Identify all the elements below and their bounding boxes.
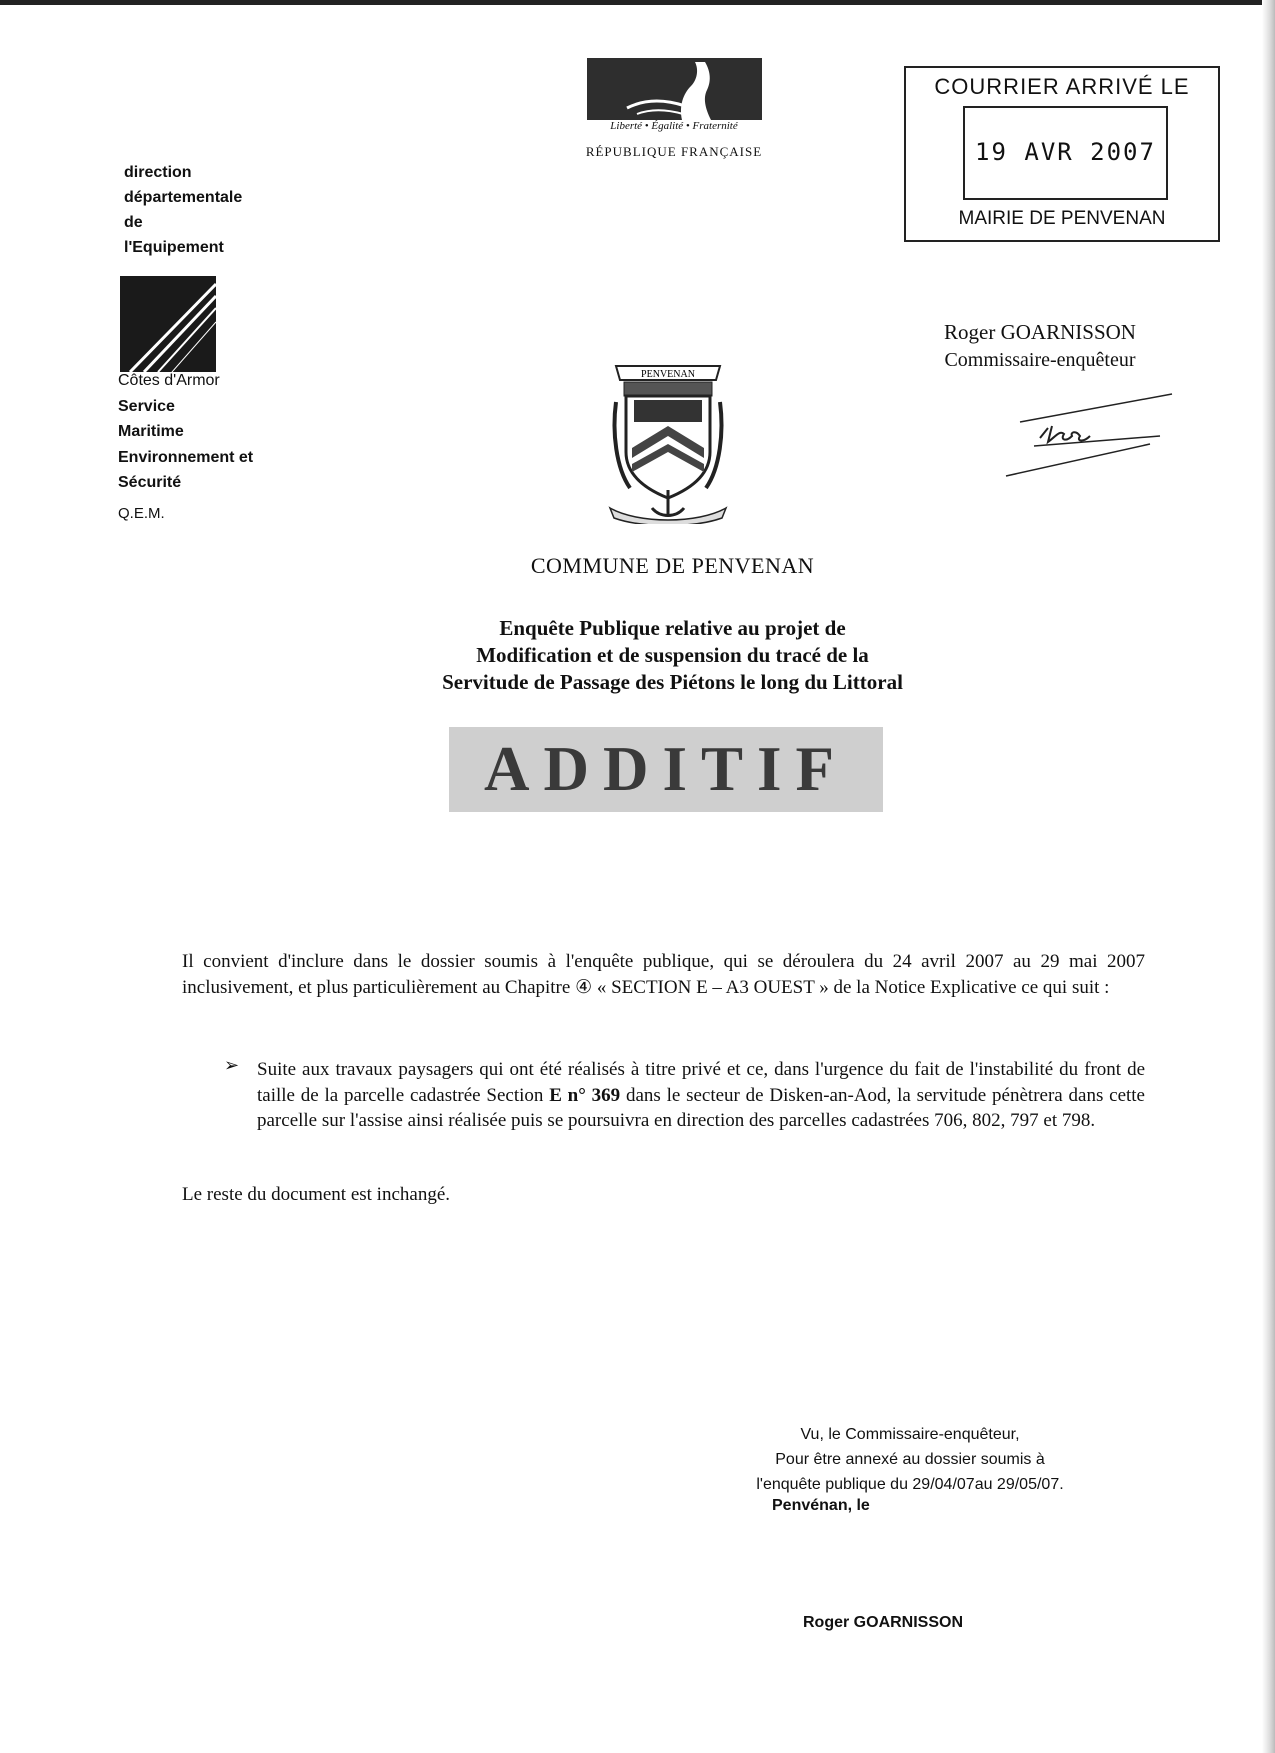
commune-heading: COMMUNE DE PENVENAN	[530, 553, 815, 578]
penvenan-coat-of-arms	[608, 352, 728, 524]
dde-line: direction	[124, 164, 192, 181]
dde-line: départementale	[124, 189, 243, 206]
dde-line: de	[124, 214, 143, 231]
qem-label: Q.E.M.	[118, 505, 165, 522]
enquete-heading-line: Servitude de Passage des Piétons le long du Littoral	[442, 670, 903, 694]
dde-service-line: Sécurité	[118, 474, 182, 491]
stamp-header: COURRIER ARRIVÉ LE	[934, 74, 1190, 99]
footer-line: l'enquête publique du 29/04/07au 29/05/07.	[756, 1476, 1064, 1493]
enquete-heading	[0, 615, 1275, 696]
bullet-text: Suite aux travaux paysagers qui ont été réalisés à titre privé et ce, dans l'urgence du fait de l'instabilité du front de taille de la parcelle cadastrée Section	[257, 1059, 1145, 1106]
enquete-heading-line: Modification et de suspension du tracé de la	[476, 643, 869, 667]
scan-edge	[1262, 0, 1275, 1753]
marianne-logo	[587, 58, 762, 120]
stamp-footer: MAIRIE DE PENVENAN	[958, 208, 1166, 229]
bullet-paragraph	[257, 1057, 1145, 1134]
dde-title	[124, 160, 242, 260]
crest-banner: PENVENAN	[641, 369, 695, 380]
bullet-text: dans le secteur de Disken-an-Aod, la servitude pénètrera dans cette parcelle sur l'assise ainsi réalisée puis se poursuivra en direction des parcelles cadastrées 706, 802, 797 et 798.	[257, 1084, 1145, 1131]
signatory-name: Roger GOARNISSON	[803, 1614, 964, 1631]
body-paragraph: Il convient d'inclure dans le dossier soumis à l'enquête publique, qui se déroulera du 24 avril 2007 au 29 mai 2007 inclusivement, et plus particulièrement au Chapitre ④ « SECTION E – A3 OUEST » de la Notice Explicative ce qui suit :	[182, 951, 1145, 998]
commissaire-name: Roger GOARNISSON	[944, 320, 1136, 344]
dde-service-line: Côtes d'Armor	[118, 372, 220, 389]
dde-line: l'Equipement	[124, 239, 224, 256]
dde-service	[118, 368, 253, 496]
handwritten-signature	[1000, 390, 1180, 480]
republique-francaise: RÉPUBLIQUE FRANÇAISE	[585, 144, 763, 159]
parcel-reference: E n° 369	[549, 1084, 621, 1106]
footer-line: Vu, le Commissaire-enquêteur,	[800, 1426, 1020, 1443]
dde-service-line: Service	[118, 397, 175, 415]
additif-title: ADDITIF	[483, 734, 849, 804]
footer-annotation	[700, 1422, 1120, 1497]
enquete-heading-line: Enquête Publique relative au projet de	[499, 616, 846, 640]
scan-edge	[0, 0, 1275, 5]
footer-line: Pour être annexé au dossier soumis à	[775, 1451, 1045, 1468]
place-date-line: Penvénan, le	[772, 1497, 870, 1514]
dde-service-line: Maritime	[118, 423, 184, 440]
dde-logo	[120, 276, 216, 372]
closing-sentence: Le reste du document est inchangé.	[182, 1184, 451, 1205]
bullet-arrow-icon: ➢	[224, 1055, 240, 1075]
stamp-date: 19 AVR 2007	[975, 138, 1156, 166]
dde-service-line: Environnement et	[118, 448, 254, 466]
marianne-motto: Liberté • Égalité • Fraternité	[610, 120, 738, 132]
commissaire-title: Commissaire-enquêteur	[944, 349, 1136, 371]
